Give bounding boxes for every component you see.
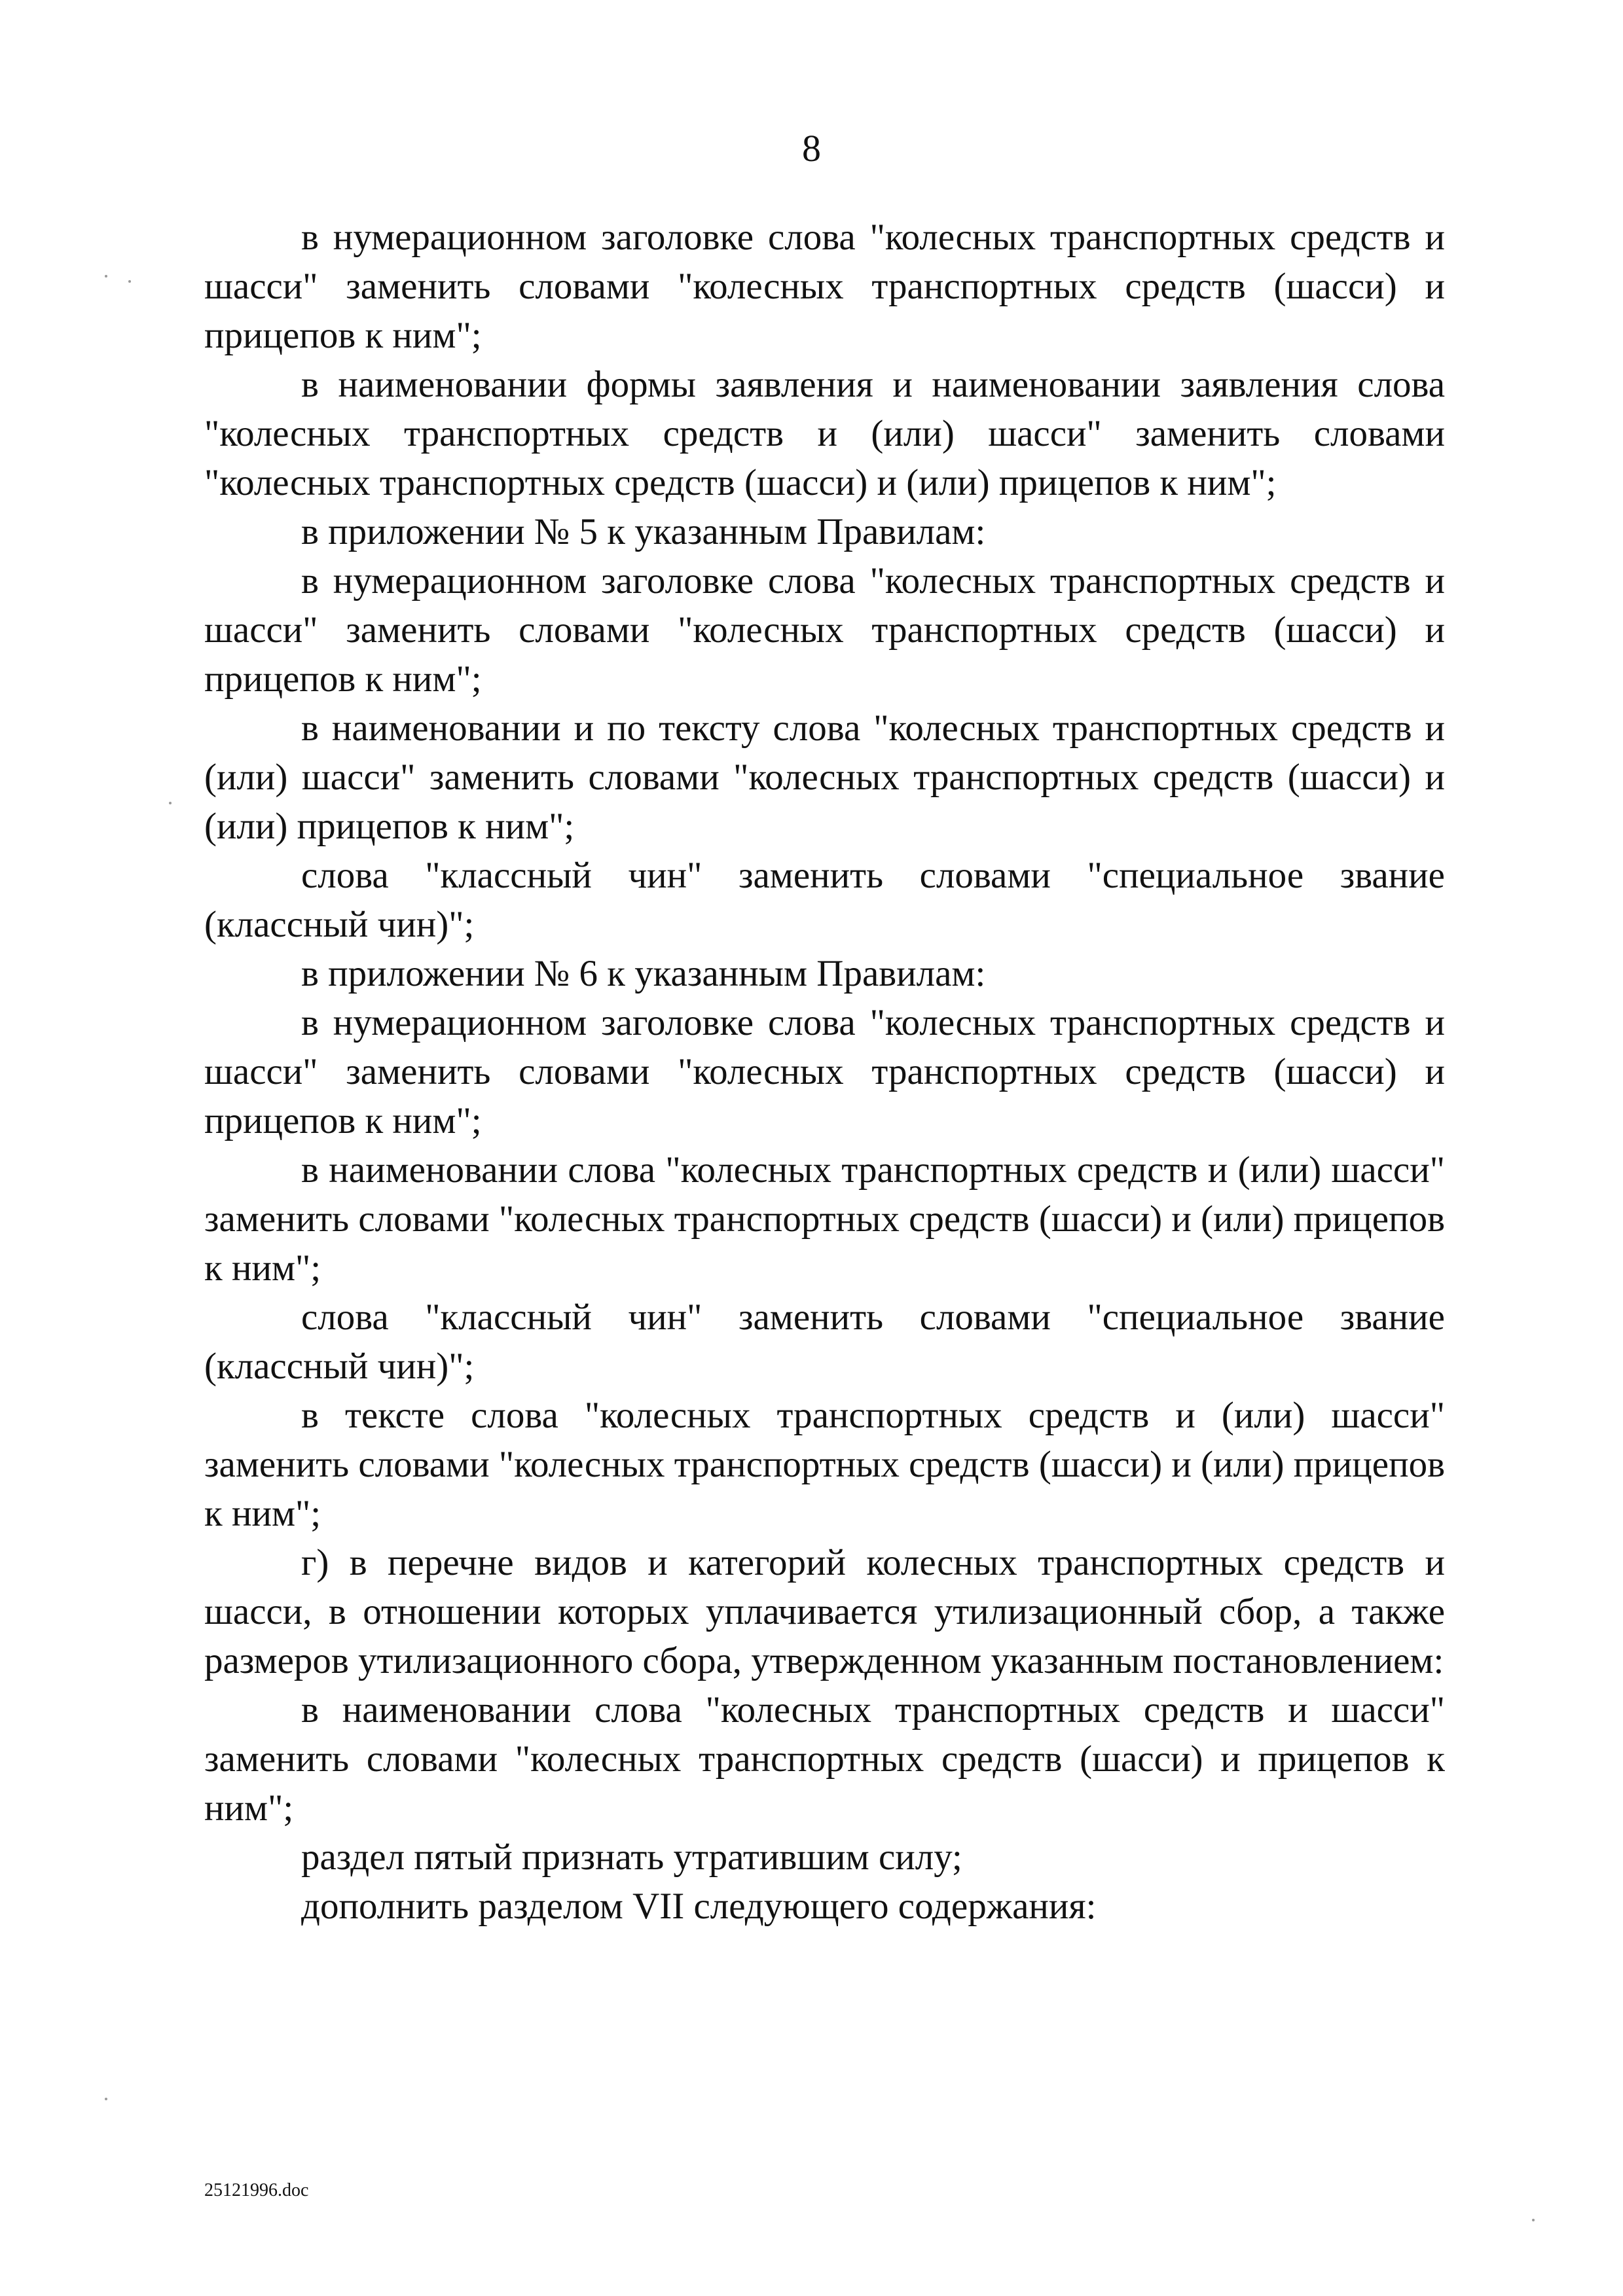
scan-speck [105,275,107,278]
paragraph: дополнить разделом VII следующего содержания: [301,1886,1097,1927]
paragraph: раздел пятый признать утратившим силу; [301,1837,962,1878]
paragraph: в нумерационном заголовке слова "колесных транспортных средств и шасси" заменить словами "колесных транспортных средств (шасси) и прицепов к ним"; [204,560,1445,700]
paragraph: в наименовании формы заявления и наименовании заявления слова "колесных транспортных средств и (или) шасси" заменить словами "колесных транспортных средств (шасси) и (или) прицепов к ним"; [204,364,1445,503]
scan-speck [105,2098,107,2100]
paragraph: в тексте слова "колесных транспортных средств и (или) шасси" заменить словами "колесных транспортных средств (шасси) и (или) прицепов к ним"; [204,1395,1445,1534]
scan-speck [169,802,172,804]
document-body [204,213,1445,1931]
paragraph: г) в перечне видов и категорий колесных транспортных средств и шасси, в отношении которых уплачивается утилизационный сбор, а также размеров утилизационного сбора, утвержденном указанным постановлением: [204,1542,1445,1681]
file-reference: 25121996.doc [204,2180,309,2200]
paragraph: в наименовании и по тексту слова "колесных транспортных средств и (или) шасси" заменить словами "колесных транспортных средств (шасси) и (или) прицепов к ним"; [204,708,1445,847]
scan-speck [1532,2219,1535,2221]
paragraph: в приложении № 5 к указанным Правилам: [301,511,986,552]
paragraph: в нумерационном заголовке слова "колесных транспортных средств и шасси" заменить словами "колесных транспортных средств (шасси) и прицепов к ним"; [204,1002,1445,1141]
scan-speck [128,280,131,283]
page-number: 8 [802,127,821,170]
paragraph: в наименовании слова "колесных транспортных средств и шасси" заменить словами "колесных транспортных средств (шасси) и прицепов к ним"; [204,1689,1445,1829]
paragraph: слова "классный чин" заменить словами "специальное звание (классный чин)"; [204,855,1445,945]
paragraph: в приложении № 6 к указанным Правилам: [301,953,986,994]
paragraph: в нумерационном заголовке слова "колесных транспортных средств и шасси" заменить словами "колесных транспортных средств (шасси) и прицепов к ним"; [204,217,1445,356]
paragraph: слова "классный чин" заменить словами "специальное звание (классный чин)"; [204,1297,1445,1387]
paragraph: в наименовании слова "колесных транспортных средств и (или) шасси" заменить словами "колесных транспортных средств (шасси) и (или) прицепов к ним"; [204,1149,1445,1289]
